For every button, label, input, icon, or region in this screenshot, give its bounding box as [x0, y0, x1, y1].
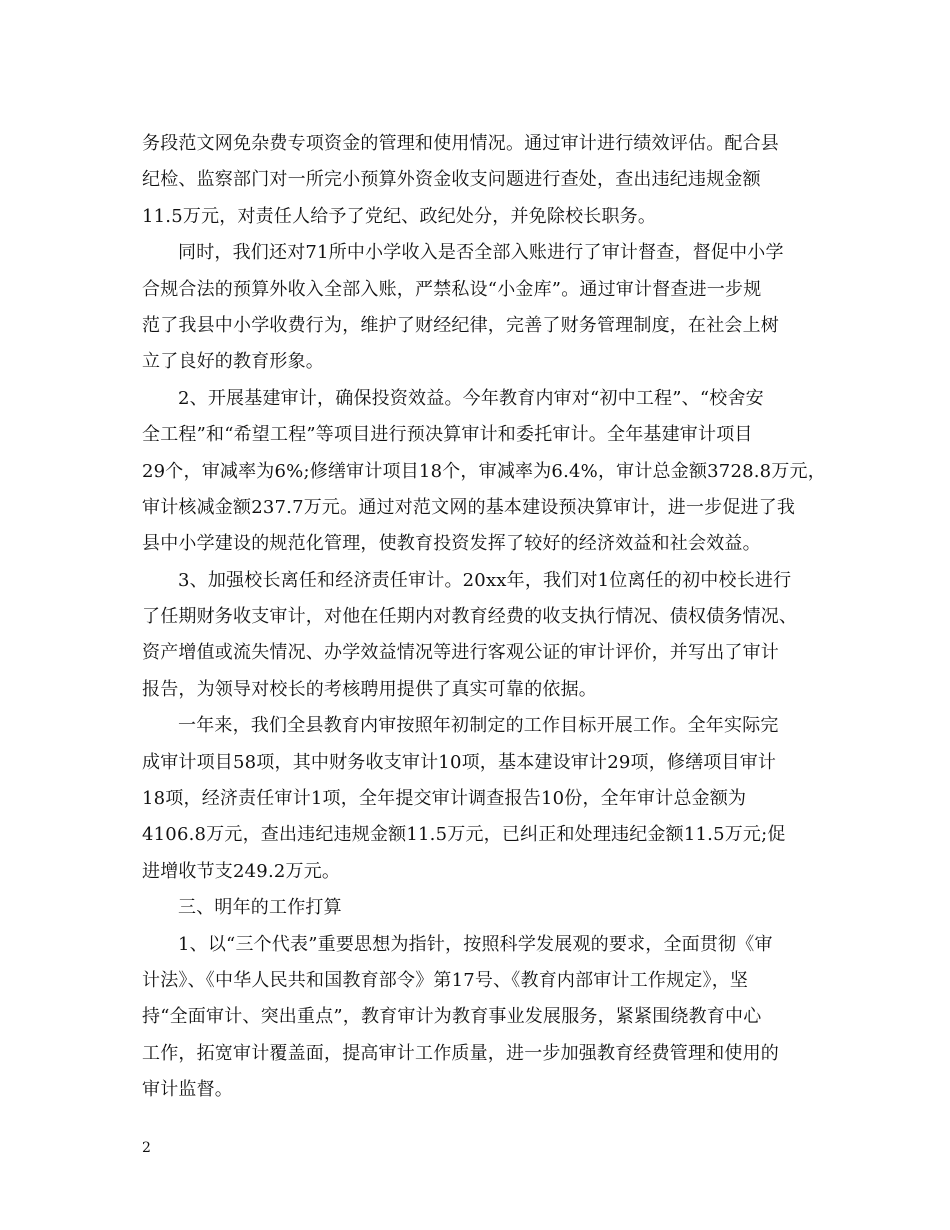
- text-line: 29个，审减率为6%;修缮审计项目18个，审减率为6.4%，审计总金额3728.8万元，: [142, 460, 826, 482]
- text-line: 持“全面审计、突出重点”，教育审计为教育事业发展服务，紧紧围绕教育中心: [142, 1006, 762, 1028]
- text-line: 进增收节支249.2万元。: [142, 860, 341, 882]
- text-line: 1、以“三个代表”重要思想为指针，按照科学发展观的要求，全面贯彻《审: [178, 933, 773, 955]
- text-line: 审计监督。: [142, 1079, 233, 1101]
- text-line: 4106.8万元，查出违纪违规金额11.5万元，已纠正和处理违纪金额11.5万元;促: [142, 824, 786, 846]
- text-line: 工作，拓宽审计覆盖面，提高审计工作质量，进一步加强教育经费管理和使用的: [142, 1042, 779, 1064]
- text-line: 范了我县中小学收费行为，维护了财经纪律，完善了财务管理制度，在社会上树: [142, 314, 779, 336]
- text-line: 11.5万元，对责任人给予了党纪、政纪处分，并免除校长职务。: [142, 205, 657, 227]
- text-line: 同时，我们还对71所中小学收入是否全部入账进行了审计督查，督促中小学: [178, 242, 784, 264]
- text-line: 计法》、《中华人民共和国教育部令》第17号、《教育内部审计工作规定》，坚: [142, 969, 749, 991]
- text-line: 立了良好的教育形象。: [142, 351, 324, 373]
- body-text: [142, 126, 826, 1109]
- text-line: 审计核减金额237.7万元。通过对范文网的基本建设预决算审计，进一步促进了我: [142, 496, 796, 518]
- text-line: 18项，经济责任审计1项，全年提交审计调查报告10份，全年审计总金额为: [142, 788, 747, 810]
- text-line: 成审计项目58项，其中财务收支审计10项，基本建设审计29项，修缮项目审计: [142, 751, 777, 773]
- text-line: 三、明年的工作打算: [178, 897, 342, 919]
- text-line: 务段范文网免杂费专项资金的管理和使用情况。通过审计进行绩效评估。配合县: [142, 133, 779, 154]
- text-line: 县中小学建设的规范化管理，使教育投资发挥了较好的经济效益和社会效益。: [142, 533, 761, 555]
- text-line: 了任期财务收支审计，对他在任期内对教育经费的收支执行情况、债权债务情况、: [142, 606, 798, 628]
- page-number: 2: [142, 1140, 151, 1156]
- text-line: 2、开展基建审计，确保投资效益。今年教育内审对“初中工程”、“校舍安: [178, 387, 764, 409]
- text-line: 全工程”和“希望工程”等项目进行预决算审计和委托审计。全年基建审计项目: [142, 424, 753, 446]
- text-line: 一年来，我们全县教育内审按照年初制定的工作目标开展工作。全年实际完: [178, 715, 779, 737]
- text-line: 3、加强校长离任和经济责任审计。20xx年，我们对1位离任的初中校长进行: [178, 569, 792, 591]
- text-line: 资产增值或流失情况、办学效益情况等进行客观公证的审计评价，并写出了审计: [142, 642, 779, 664]
- text-line: 合规合法的预算外收入全部入账，严禁私设“小金库”。通过审计督查进一步规: [142, 278, 762, 300]
- text-line: 纪检、监察部门对一所完小预算外资金收支问题进行查处，查出违纪违规金额: [142, 169, 761, 191]
- text-line: 报告，为领导对校长的考核聘用提供了真实可靠的依据。: [142, 678, 597, 700]
